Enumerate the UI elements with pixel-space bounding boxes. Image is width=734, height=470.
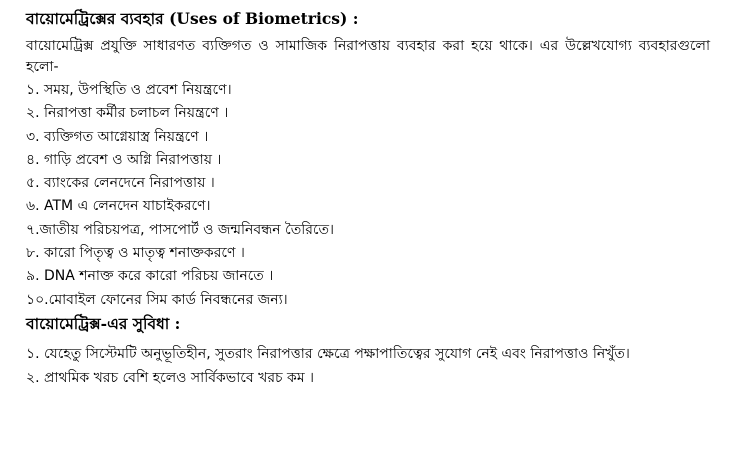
uses-list	[26, 79, 710, 312]
uses-list-item-8: ৮. কারো পিতৃত্ব ও মাতৃত্ব শনাক্তকরণে ।	[26, 245, 245, 262]
uses-list-item-7: ৭.জাতীয় পরিচয়পত্র, পাসপোর্ট ও জন্মনিবন্ধন তৈরিতে।	[26, 221, 335, 238]
uses-list-item-5: ৫. ব্যাংকের লেনদেনে নিরাপত্তায় ।	[26, 175, 215, 192]
benefits-list-item-1: ১. যেহেতু সিস্টেমটি অনুভূতিহীন, সুতরাং নিরাপত্তার ক্ষেত্রে পক্ষাপাতিত্বের সুযোগ নেই এবং নিরাপত্তাও নিখুঁত।	[26, 345, 630, 362]
uses-list-item-2: ২. নিরাপত্তা কর্মীর চলাচল নিয়ন্ত্রণে ।	[26, 105, 229, 122]
uses-list-item-9: ৯. DNA শনাক্ত করে কারো পরিচয় জানতে ।	[26, 268, 274, 285]
benefits-list-item-2: ২. প্রাথমিক খরচ বেশি হলেও সার্বিকভাবে খরচ কম ।	[26, 369, 315, 386]
uses-list-item-6: ৬. ATM এ লেনদেন যাচাইকরণে।	[26, 198, 211, 215]
uses-heading: বায়োমেট্রিক্সের ব্যবহার (Uses of Biometrics) :	[26, 9, 359, 28]
benefits-heading: বায়োমেট্রিক্স-এর সুবিধা :	[26, 313, 181, 333]
document-page	[26, 8, 710, 390]
uses-list-item-1: ১. সময়, উপস্থিতি ও প্রবেশ নিয়ন্ত্রণে।	[26, 82, 232, 98]
uses-list-item-3: ৩. ব্যক্তিগত আগ্নেয়াস্ত্র নিয়ন্ত্রণে ।	[26, 128, 209, 145]
uses-intro-paragraph: বায়োমেট্রিক্স প্রযুক্তি সাধারণত ব্যক্তিগত ও সামাজিক নিরাপত্তায় ব্যবহার করা হয়ে থাকে। এর উল্লেখযোগ্য ব্যবহারগুলো হলো-	[26, 38, 710, 75]
benefits-list	[26, 342, 710, 390]
uses-list-item-10: ১০.মোবাইল ফোনের সিম কার্ড নিবন্ধনের জন্য।	[26, 291, 288, 308]
uses-list-item-4: ৪. গাড়ি প্রবেশ ও অগ্নি নিরাপত্তায় ।	[26, 151, 222, 168]
